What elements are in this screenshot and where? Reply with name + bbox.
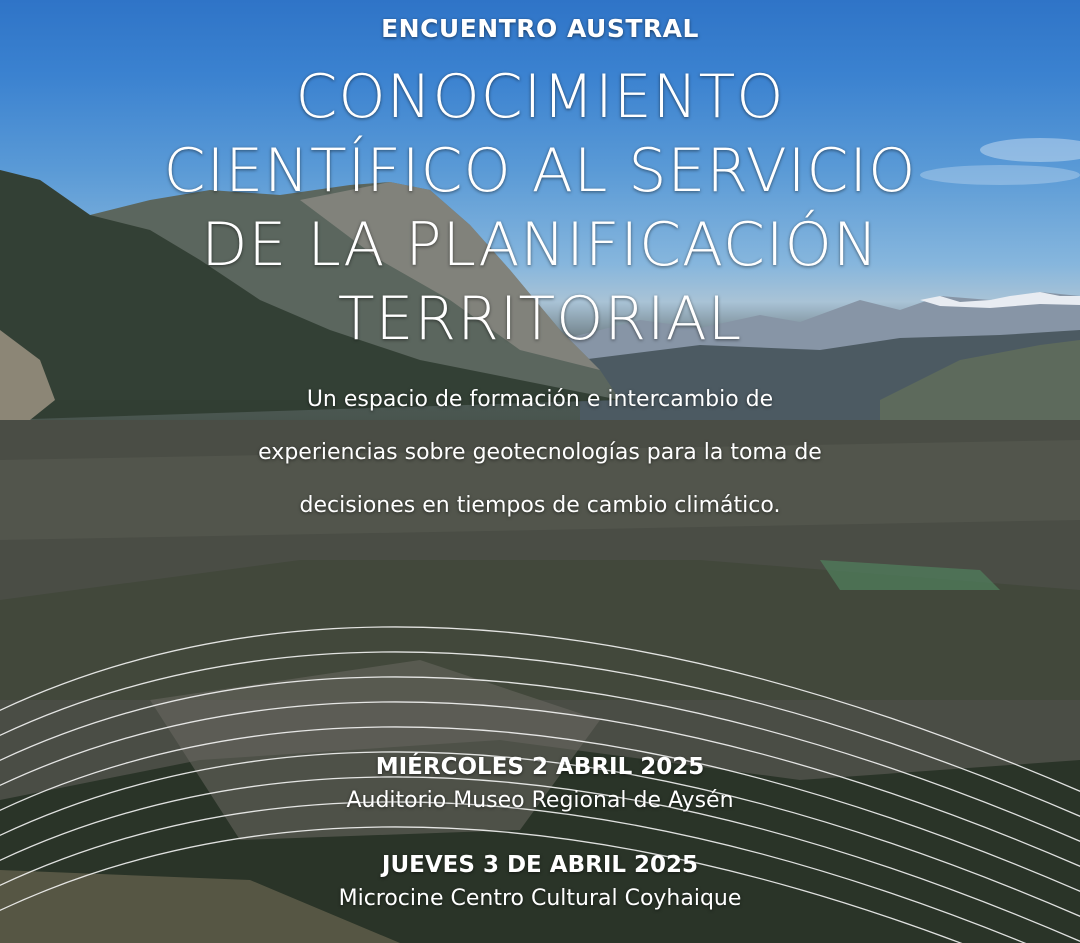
event-venue-1: Auditorio Museo Regional de Aysén — [346, 788, 734, 813]
event-description — [0, 373, 1080, 532]
title-line: CONOCIMIENTO — [295, 62, 785, 132]
description-line: decisiones en tiempos de cambio climático. — [299, 493, 781, 518]
description-line: experiencias sobre geotecnologías para la toma de — [258, 440, 822, 465]
title-line: CIENTÍFICO AL SERVICIO — [163, 136, 917, 206]
description-line: Un espacio de formación e intercambio de — [306, 387, 774, 412]
title-line: TERRITORIAL — [337, 284, 743, 354]
event-kicker: ENCUENTRO AUSTRAL — [381, 14, 699, 43]
event-date-2: JUEVES 3 DE ABRIL 2025 — [381, 852, 699, 878]
event-venue-2: Microcine Centro Cultural Coyhaique — [338, 886, 742, 911]
event-date-1: MIÉRCOLES 2 ABRIL 2025 — [375, 754, 705, 780]
title-line: DE LA PLANIFICACIÓN — [201, 210, 879, 280]
event-title — [0, 60, 1080, 356]
